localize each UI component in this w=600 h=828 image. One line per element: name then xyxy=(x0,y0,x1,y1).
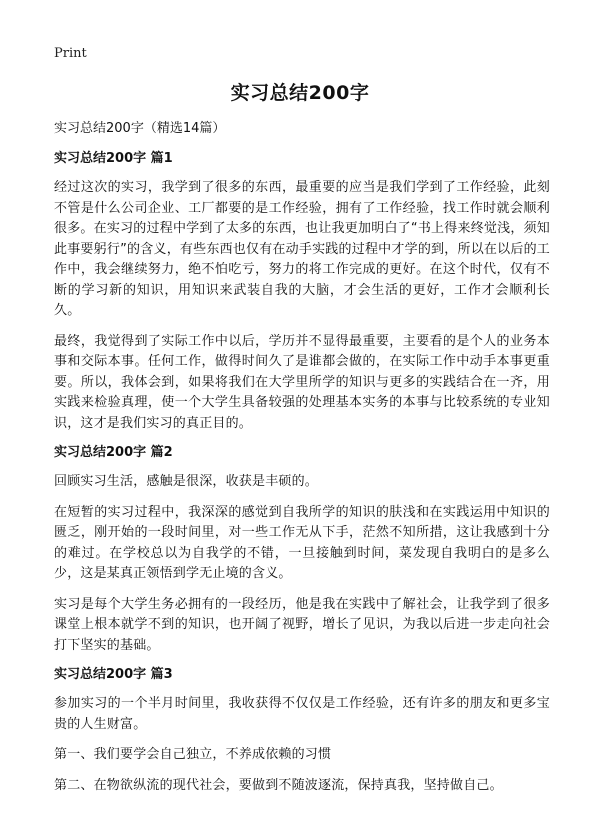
section-heading: 实习总结200字 篇3 xyxy=(54,667,173,682)
paragraph: 实习是每个大学生务必拥有的一段经历，他是我在实践中了解社会，让我学到了很多课堂上根本就学不到的知识，也开阔了视野，增长了见识，为我以后进一步走向社会打下坚实的基础。 xyxy=(54,596,550,653)
paragraph: 参加实习的一个半月时间里，我收获得不仅仅是工作经验，还有许多的朋友和更多宝贵的人生财富。 xyxy=(54,696,550,732)
paragraph: 最终，我觉得到了实际工作中以后，学历并不显得最重要，主要看的是个人的业务本事和交际本事。任何工作，做得时间久了是谁都会做的，在实际工作中动手本事更重要。所以，我体会到，如果将我们在大学里所学的知识与更多的实践结合在一齐，用实践来检验真理，使一个大学生具备较强的处理基本实务的本事与比较系统的专业知识，这才是我们实习的真正目的。 xyxy=(54,333,550,431)
paragraph: 第二、在物欲纵流的现代社会，要做到不随波逐流，保持真我，坚持做自己。 xyxy=(54,777,503,793)
print-link[interactable]: Print xyxy=(54,46,87,61)
paragraph: 经过这次的实习，我学到了很多的东西，最重要的应当是我们学到了工作经验，此刻不管是什么公司企业、工厂都要的是工作经验，拥有了工作经验，找工作时就会顺利很多。在实习的过程中学到了太多的东西，也让我更加明白了“书上得来终觉浅，须知此事要躬行”的含义，有些东西也仅有在动手实践的过程中才学的到，所以在以后的工作中，我会继续努力，绝不怕吃亏，努力的将工作完成的更好。在这个时代，仅有不断的学习新的知识，用知识来武装自我的大脑，才会生活的更好，工作才会顺利长久。 xyxy=(54,180,550,318)
section-2 xyxy=(54,444,550,656)
paragraph: 回顾实习生活，感触是很深，收获是丰硕的。 xyxy=(54,474,319,489)
section-3 xyxy=(54,666,550,796)
section-heading: 实习总结200字 篇2 xyxy=(54,445,173,460)
paragraph: 第一、我们要学会自己独立，不养成依赖的习惯 xyxy=(54,747,332,762)
section-heading: 实习总结200字 篇1 xyxy=(54,151,173,166)
paragraph: 在短暂的实习过程中，我深深的感觉到自我所学的知识的肤浅和在实践运用中知识的匮乏，刚开始的一段时间里，对一些工作无从下手，茫然不知所措，这让我感到十分的难过。在学校总以为自我学的不错，一旦接触到时间，菜发现自我明白的是多么少，这是某真正领悟到学无止境的含义。 xyxy=(54,504,550,581)
document-body xyxy=(54,120,550,806)
document-subtitle: 实习总结200字（精选14篇） xyxy=(54,121,226,136)
section-1 xyxy=(54,150,550,434)
page-title: 实习总结200字 xyxy=(230,82,370,104)
